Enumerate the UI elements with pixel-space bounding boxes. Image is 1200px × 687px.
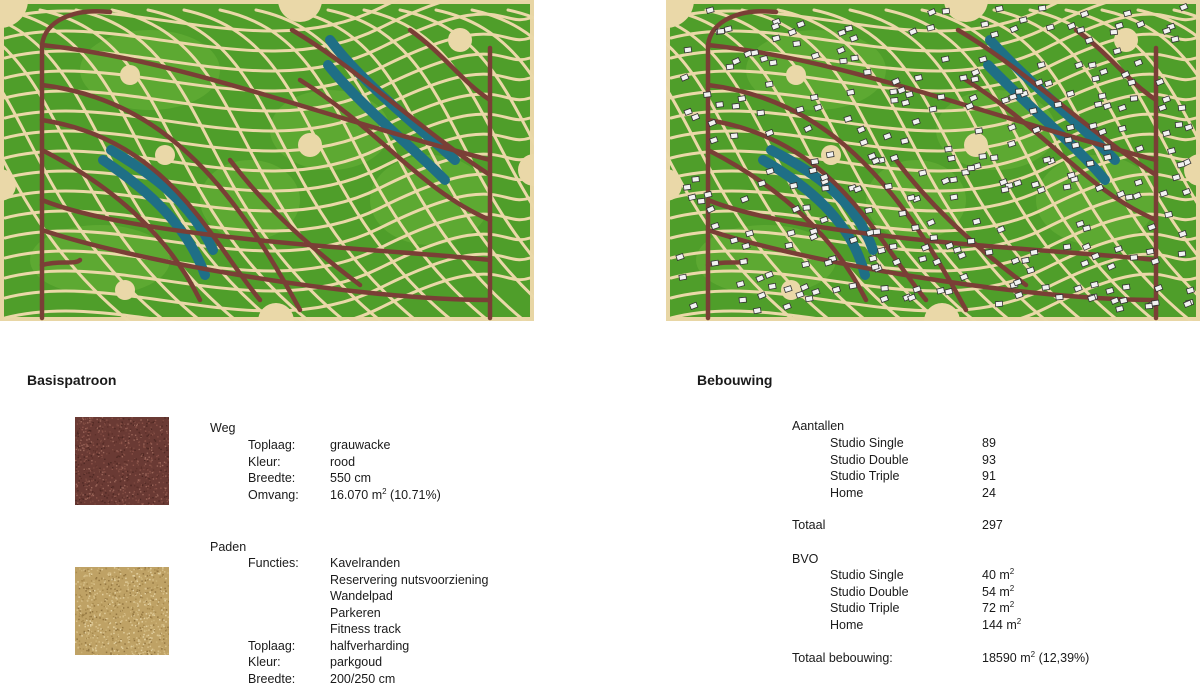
functie-item: Kavelranden (330, 556, 401, 570)
spec-label: Studio Triple (830, 469, 900, 483)
spec-label: Studio Single (830, 568, 904, 582)
spec-value: 200/250 cm (330, 671, 396, 686)
spec-label: Toplaag: (248, 438, 296, 452)
weg-title: Weg (210, 421, 236, 435)
spec-value: 40 $m^2$ (982, 566, 1015, 582)
spec-value: 93 (982, 452, 996, 467)
spec-value: 24 (982, 485, 996, 500)
spec-label: Home (830, 617, 864, 632)
section-title-basispatroon: Basispatroon (27, 372, 117, 388)
spec-label: Breedte: (248, 471, 296, 485)
section-title-bebouwing: Bebouwing (697, 372, 773, 388)
paden-title: Paden (210, 540, 247, 554)
spec-label: Studio Double (830, 452, 909, 467)
map-bebouwing (666, 0, 1200, 321)
spec-label: Kleur: (248, 454, 281, 469)
totaal-value: 297 (982, 518, 1003, 532)
aantallen-title: Aantallen (792, 419, 845, 433)
site-plan-bebouwing (666, 0, 1200, 321)
spec-value: 16.070 $m^2$ (10.71%) (330, 486, 441, 502)
totaal-label: Totaal (792, 518, 826, 532)
spec-value: 144 $m^2$ (982, 616, 1022, 632)
map-basispatroon (0, 0, 534, 321)
site-plan-basis (0, 0, 534, 321)
spec-value: parkgoud (330, 655, 383, 669)
functie-item: Reservering nutsvoorziening (330, 572, 489, 587)
functie-item: Fitness track (330, 622, 401, 636)
spec-label: Toplaag: (248, 638, 296, 653)
spec-label: Studio Single (830, 436, 904, 450)
functie-item: Parkeren (330, 605, 381, 620)
spec-label: Breedte: (248, 671, 296, 686)
spec-label: Studio Double (830, 584, 909, 599)
road-texture-swatch (75, 417, 169, 505)
spec-value: 550 cm (330, 471, 371, 485)
spec-value: halfverharding (330, 638, 410, 653)
spec-value: rood (330, 454, 356, 469)
spec-value: 54 $m^2$ (982, 583, 1015, 599)
spec-value: 72 $m^2$ (982, 599, 1015, 615)
spec-value: 89 (982, 436, 996, 450)
totaal-bebouwing-value: 18590 $m^2$ (12,39%) (982, 649, 1090, 665)
spec-label: Kleur: (248, 655, 281, 669)
functies-label: Functies: (248, 556, 299, 570)
path-texture-swatch (75, 567, 169, 655)
spec-label: Omvang: (248, 487, 299, 502)
spec-label: Home (830, 485, 864, 500)
bvo-title: BVO (792, 552, 819, 566)
spec-label: Studio Triple (830, 601, 900, 615)
spec-value: grauwacke (330, 438, 391, 452)
functie-item: Wandelpad (330, 589, 393, 603)
spec-value: 91 (982, 469, 996, 483)
totaal-bebouwing-label: Totaal bebouwing: (792, 651, 893, 665)
